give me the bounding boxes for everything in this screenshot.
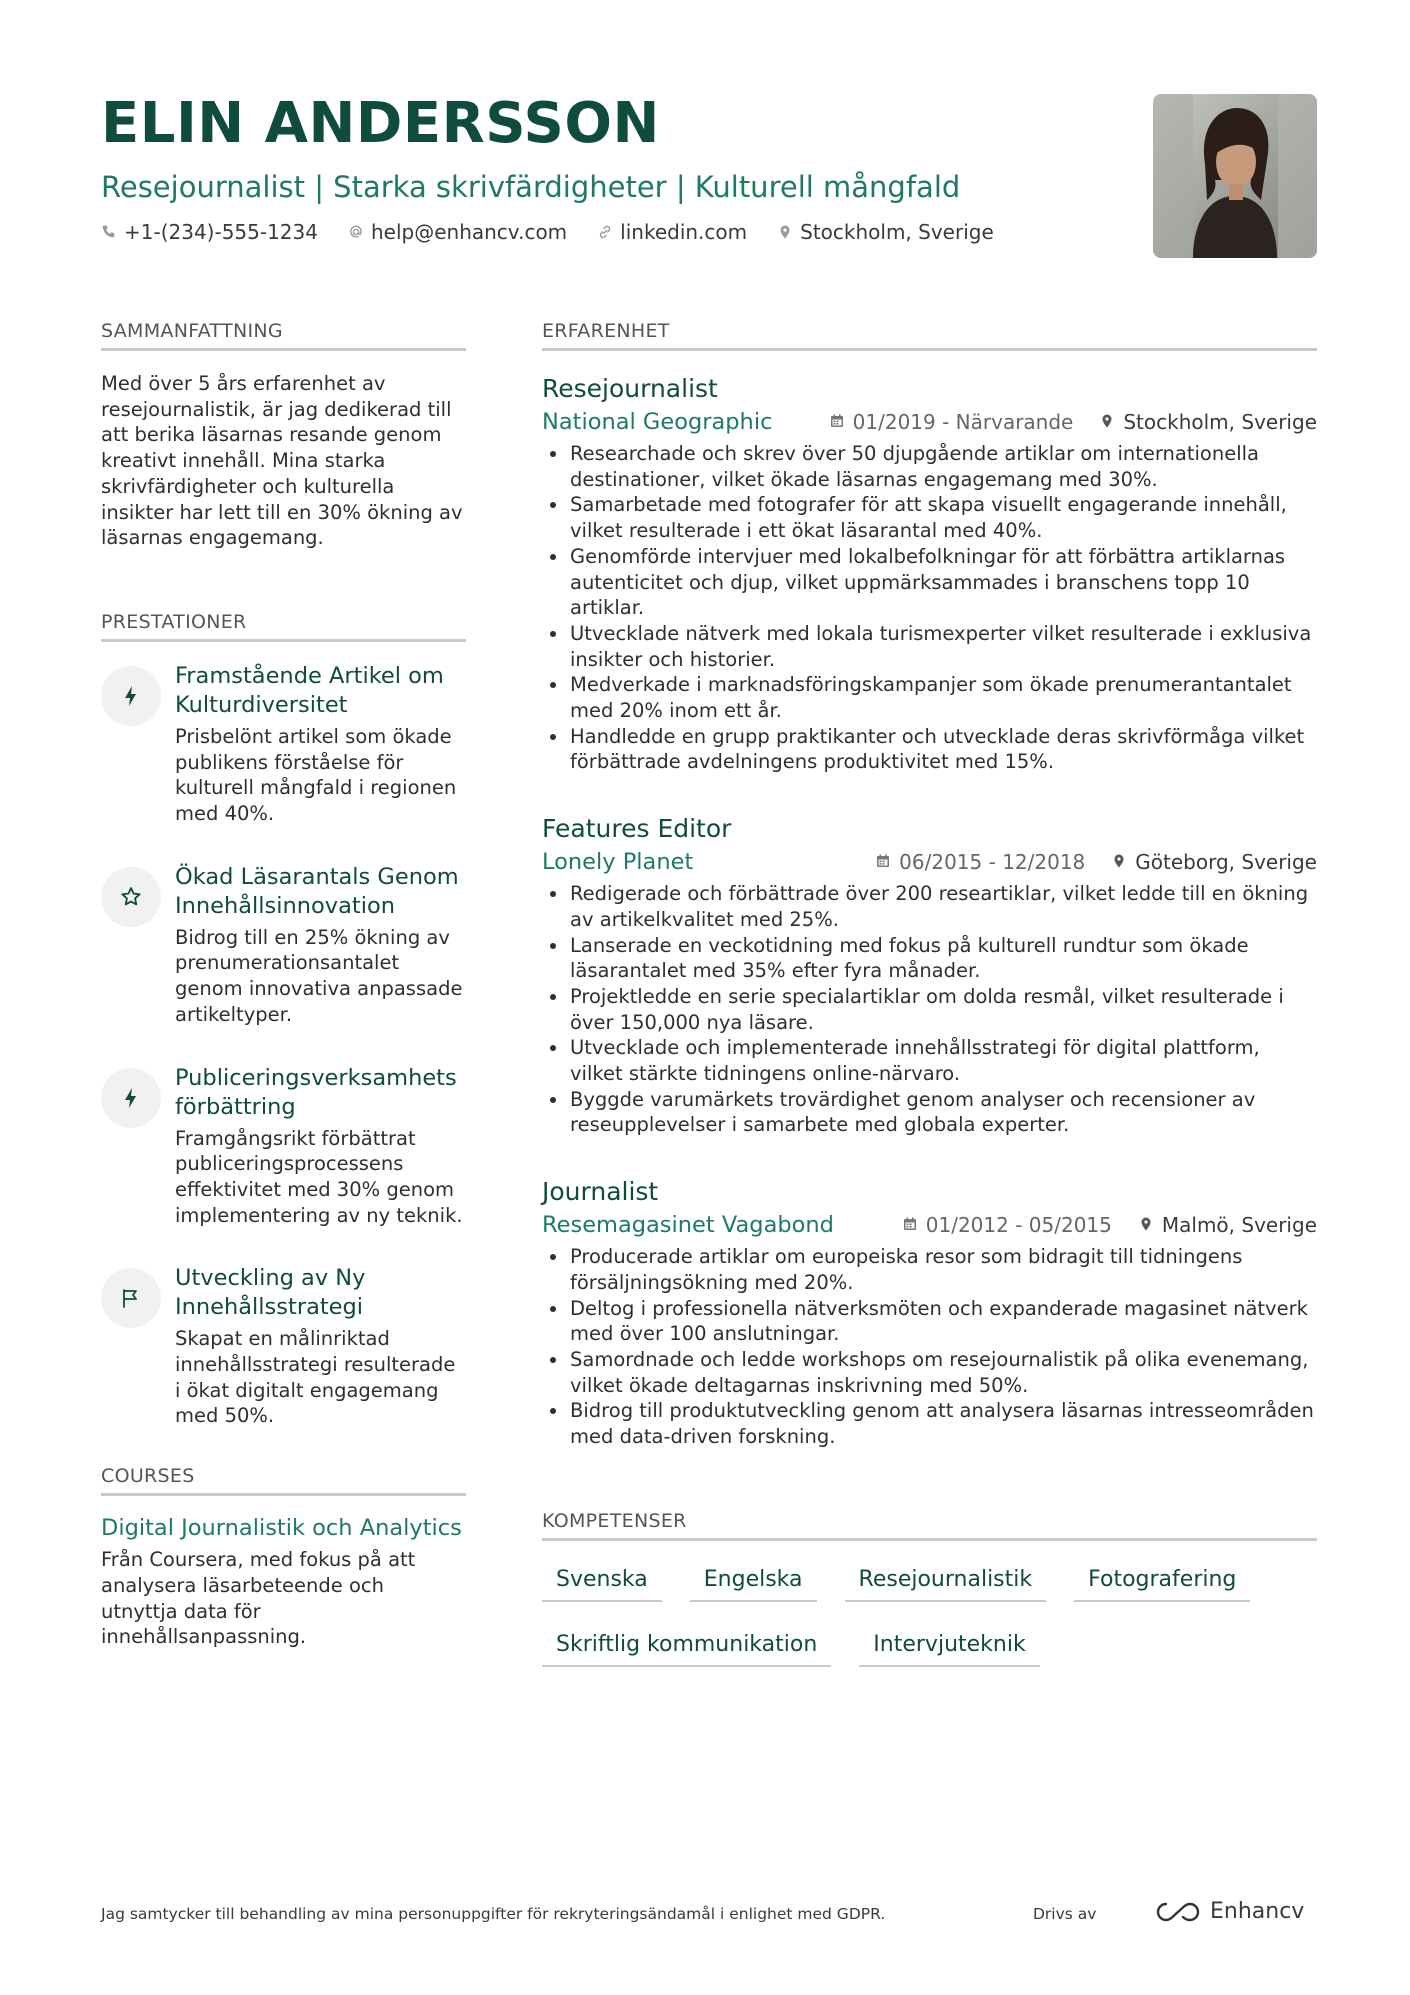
gdpr-consent: Jag samtycker till behandling av mina personuppgifter för rekryteringsändamål i enlighet med GDPR. (101, 1905, 886, 1923)
job-bullets (542, 881, 1317, 1138)
achievement-title: Ökad Läsarantals Genom Innehållsinnovation (175, 863, 459, 919)
brand-name: Enhancv (1210, 1899, 1305, 1924)
right-column (542, 320, 1317, 1667)
contact-location (777, 220, 994, 244)
bullet-item: Handledde en grupp praktikanter och utvecklade deras skrivförmåga vilket förbättrade avdelningens produktivitet med 15%. (542, 724, 1317, 775)
job-location: Göteborg, Sverige (1135, 850, 1317, 875)
location-text: Stockholm, Sverige (800, 220, 994, 244)
infinity-logo-icon (1154, 1900, 1202, 1924)
achievements-list (101, 662, 466, 1429)
job-entry (542, 373, 1317, 775)
skill-tag: Fotografering (1074, 1567, 1250, 1602)
achievement-desc: Bidrog till en 25% ökning av prenumerationsantalet genom innovativa anpassade artikeltyper. (175, 925, 463, 1026)
contact-phone (101, 220, 318, 244)
link-icon (597, 224, 613, 240)
enhancv-logo[interactable] (1154, 1899, 1304, 1924)
left-column (101, 320, 466, 1650)
company-name: Lonely Planet (542, 849, 694, 876)
achievement-desc: Skapat en målinriktad innehållsstrategi resulterade i ökat digitalt engagemang med 50%. (175, 1327, 456, 1428)
job-title: Features Editor (542, 814, 732, 844)
achievement-item (101, 662, 466, 827)
bullet-item: Byggde varumärkets trovärdighet genom analyser och recensioner av reseupplevelser i samarbete med globala experter. (542, 1087, 1317, 1138)
achievement-item (101, 863, 466, 1028)
job-title: Journalist (542, 1177, 659, 1207)
flag-icon (101, 1268, 161, 1328)
job-bullets (542, 441, 1317, 775)
skills-list (542, 1567, 1317, 1667)
bullet-item: Utvecklade nätverk med lokala turismexperter vilket resulterade i exklusiva insikter och historier. (542, 621, 1317, 672)
skill-tag: Engelska (690, 1567, 817, 1602)
skill-tag: Svenska (542, 1567, 662, 1602)
company-name: Resemagasinet Vagabond (542, 1212, 834, 1239)
company-name: National Geographic (542, 409, 773, 435)
summary-heading: SAMMANFATTNING (101, 320, 466, 351)
linkedin-text: linkedin.com (620, 220, 748, 244)
achievement-item (101, 1264, 466, 1429)
resume-header (101, 90, 1101, 244)
location-pin-icon (777, 224, 793, 240)
job-meta (542, 849, 1317, 875)
job-location: Stockholm, Sverige (1123, 410, 1317, 434)
achievement-title: Utveckling av Ny Innehållsstrategi (175, 1265, 366, 1321)
job-dates: 06/2015 - 12/2018 (899, 850, 1086, 875)
calendar-icon (875, 850, 891, 874)
job-meta (542, 409, 1317, 435)
skills-heading: KOMPETENSER (542, 1510, 1317, 1541)
location-pin-icon (1111, 850, 1127, 874)
job-bullets (542, 1244, 1317, 1450)
bolt-icon (101, 1068, 161, 1128)
bullet-item: Samordnade och ledde workshops om resejournalistik på olika evenemang, vilket ökade deltagarnas inskrivning med 50%. (542, 1347, 1317, 1398)
candidate-headline: Resejournalist | Starka skrivfärdigheter | Kulturell mångfald (101, 170, 961, 204)
calendar-icon (902, 1213, 918, 1237)
courses-heading: COURSES (101, 1465, 466, 1496)
calendar-icon (829, 410, 845, 434)
job-location: Malmö, Sverige (1161, 1213, 1317, 1238)
email-text: help@enhancv.com (370, 220, 568, 244)
job-dates: 01/2012 - 05/2015 (925, 1213, 1112, 1238)
bullet-item: Samarbetade med fotografer för att skapa visuellt engagerande innehåll, vilket resulterade i ett ökat läsarantal med 40%. (542, 492, 1317, 543)
phone-text: +1-(234)-555-1234 (124, 220, 318, 244)
achievements-heading: PRESTATIONER (101, 611, 466, 642)
bullet-item: Deltog i professionella nätverksmöten och expanderade magasinet nätverk med över 100 anslutningar. (542, 1296, 1317, 1347)
summary-text: Med över 5 års erfarenhet av resejournalistik, är jag dedikerad till att berika läsarnas resande genom kreativt innehåll. Mina starka skrivfärdigheter och kulturella insikter har lett till en 30% ökning av läsarnas engagemang. (101, 372, 463, 550)
contact-linkedin[interactable] (597, 220, 747, 244)
job-title: Resejournalist (542, 374, 718, 403)
bullet-item: Utvecklade och implementerade innehållsstrategi för digital plattform, vilket stärkte tidningens online-närvaro. (542, 1035, 1317, 1086)
bullet-item: Lanserade en veckotidning med fokus på kulturell rundtur som ökade läsarantalet med 35% efter fyra månader. (542, 933, 1317, 984)
contact-row (101, 220, 1101, 244)
skill-tag: Resejournalistik (845, 1567, 1047, 1602)
location-pin-icon (1099, 410, 1115, 434)
at-icon (348, 224, 364, 240)
job-meta (542, 1212, 1317, 1238)
job-entry (542, 813, 1317, 1138)
bullet-item: Medverkade i marknadsföringskampanjer som ökade prenumerantantalet med 20% inom ett år. (542, 672, 1317, 723)
achievement-desc: Framgångsrikt förbättrat publiceringsprocessens effektivitet med 30% genom implementering av ny teknik. (175, 1126, 463, 1227)
job-dates: 01/2019 - Närvarande (852, 410, 1074, 434)
phone-icon (101, 224, 117, 240)
job-entry (542, 1176, 1317, 1450)
bullet-item: Redigerade och förbättrade över 200 researtiklar, vilket ledde till en ökning av artikelkvalitet med 25%. (542, 881, 1317, 932)
location-pin-icon (1138, 1213, 1154, 1237)
bullet-item: Bidrog till produktutveckling genom att analysera läsarnas intresseområden med data-driven forskning. (542, 1398, 1317, 1449)
achievement-title: Publiceringsverksamhets förbättring (175, 1064, 457, 1120)
profile-photo (1153, 94, 1317, 258)
experience-heading: ERFARENHET (542, 320, 1317, 351)
bullet-item: Producerade artiklar om europeiska resor som bidragit till tidningens försäljningsökning med 20%. (542, 1244, 1317, 1295)
achievement-title: Framstående Artikel om Kulturdiversitet (175, 662, 444, 718)
skill-tag: Skriftlig kommunikation (542, 1632, 831, 1667)
contact-email[interactable] (348, 220, 567, 244)
bullet-item: Researchade och skrev över 50 djupgående artiklar om internationella destinationer, vilket ökade läsarnas engagemang med 30%. (542, 441, 1317, 492)
bolt-icon (101, 666, 161, 726)
bullet-item: Projektledde en serie specialartiklar om dolda resmål, vilket resulterade i över 150,000 nya läsare. (542, 984, 1317, 1035)
skill-tag: Intervjuteknik (859, 1632, 1039, 1667)
achievement-desc: Prisbelönt artikel som ökade publikens förståelse för kulturell mångfald i regionen med 40%. (175, 724, 457, 826)
page-footer (101, 1899, 1317, 1924)
course-title: Digital Journalistik och Analytics (101, 1515, 462, 1542)
bullet-item: Genomförde intervjuer med lokalbefolkningar för att förbättra artiklarnas autenticitet och djup, vilket uppmärksammades i branschens topp 10 artiklar. (542, 544, 1317, 621)
candidate-name: ELIN ANDERSSON (101, 91, 660, 156)
powered-by-label: Drivs av (1033, 1905, 1097, 1923)
achievement-item (101, 1064, 466, 1229)
star-icon (101, 867, 161, 927)
course-desc: Från Coursera, med fokus på att analysera läsarbeteende och utnyttja data för innehållsanpassning. (101, 1548, 416, 1649)
